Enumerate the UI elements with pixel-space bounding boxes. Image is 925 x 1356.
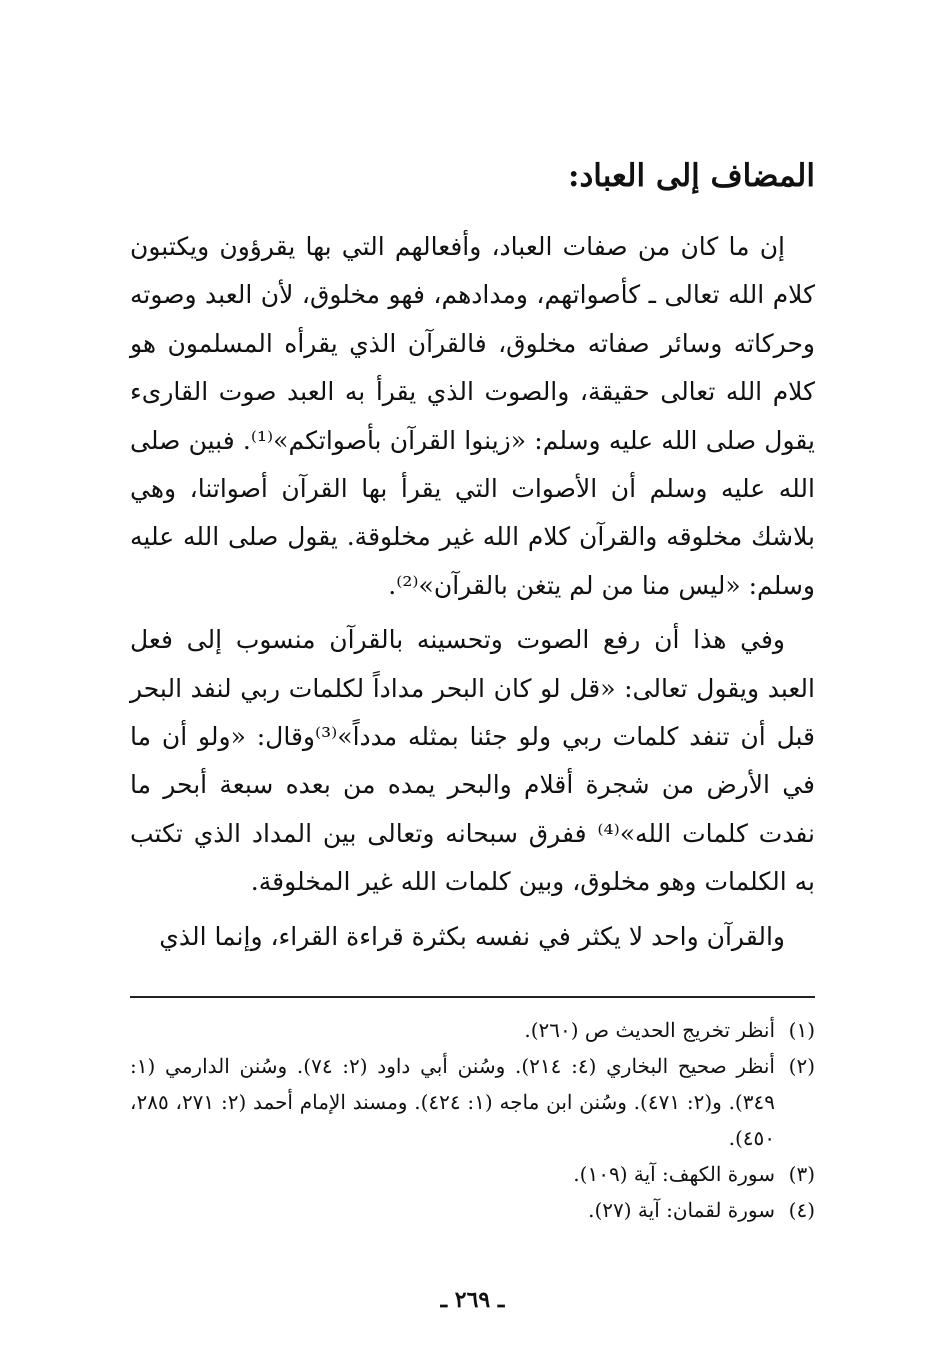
footnote-1 [130, 1012, 815, 1048]
footnote-4 [130, 1192, 815, 1228]
footnote-number: (١) [788, 1018, 815, 1042]
page-number: ـ ٢٦٩ ـ [440, 1287, 505, 1313]
paragraph-2: وفي هذا أن رفع الصوت وتحسينه بالقرآن منسوب إلى فعل العبد ويقول تعالى: «قل لو كان البحر مداداً لكلمات ربي لنفد البحر قبل أن تنفد كلمات ربي ولو جئنا بمثله مدداً»⁽³⁾وقال: «ولو أن ما في الأرض من شجرة أقلام والبحر يمده من بعده سبعة أبحر ما نفدت كلمات الله»⁽⁴⁾ ففرق سبحانه وتعالى بين المداد الذي تكتب به الكلمات وهو مخلوق، وبين كلمات الله غير المخلوقة. [130, 625, 815, 897]
footnote-text: سورة الكهف: آية (١٠٩). [573, 1162, 775, 1186]
footnote-text: سورة لقمان: آية (٢٧). [588, 1198, 775, 1222]
paragraph-3: والقرآن واحد لا يكثر في نفسه بكثرة قراءة القراء، وإنما الذي [159, 921, 785, 951]
footnote-number: (٢) [788, 1054, 815, 1078]
footnote-number: (٣) [788, 1162, 815, 1186]
paragraph-1: إن ما كان من صفات العباد، وأفعالهم التي بها يقرؤون ويكتبون كلام الله تعالى ـ كأصواتهم، ومدادهم، فهو مخلوق، لأن العبد وصوته وحركاته وسائر صفاته مخلوق، فالقرآن الذي يقرأه المسلمون هو كلام الله تعالى حقيقة، والصوت الذي يقرأ به العبد صوت القارىء يقول صلى الله عليه وسلم: «زينوا القرآن بأصواتكم»⁽¹⁾. فبين صلى الله عليه وسلم أن الأصوات التي يقرأ بها القرآن أصواتنا، وهي بلاشك مخلوقه والقرآن كلام الله غير مخلوقة. يقول صلى الله عليه وسلم: «ليس منا من لم يتغن بالقرآن»⁽²⁾. [130, 232, 815, 600]
footnote-3 [130, 1156, 815, 1192]
section-heading: المضاف إلى العباد: [568, 158, 815, 194]
footnote-text: أنظر تخريج الحديث ص (٢٦٠). [524, 1018, 775, 1042]
book-page [130, 0, 815, 1356]
footnote-divider [130, 996, 815, 998]
footnote-2 [130, 1048, 815, 1156]
main-text [130, 223, 815, 967]
footnote-number: (٤) [788, 1198, 815, 1222]
footnote-text: أنظر صحيح البخاري (٤: ٢١٤). وسُنن أبي داود (٢: ٧٤). وسُنن الدارمي (١: ٣٤٩). و(٢: ٤٧١). وسُنن ابن ماجه (١: ٤٢٤). ومسند الإمام أحمد (٢: ٢٧١، ٢٨٥، ٤٥٠). [130, 1054, 775, 1150]
footnotes-list [130, 1012, 815, 1228]
